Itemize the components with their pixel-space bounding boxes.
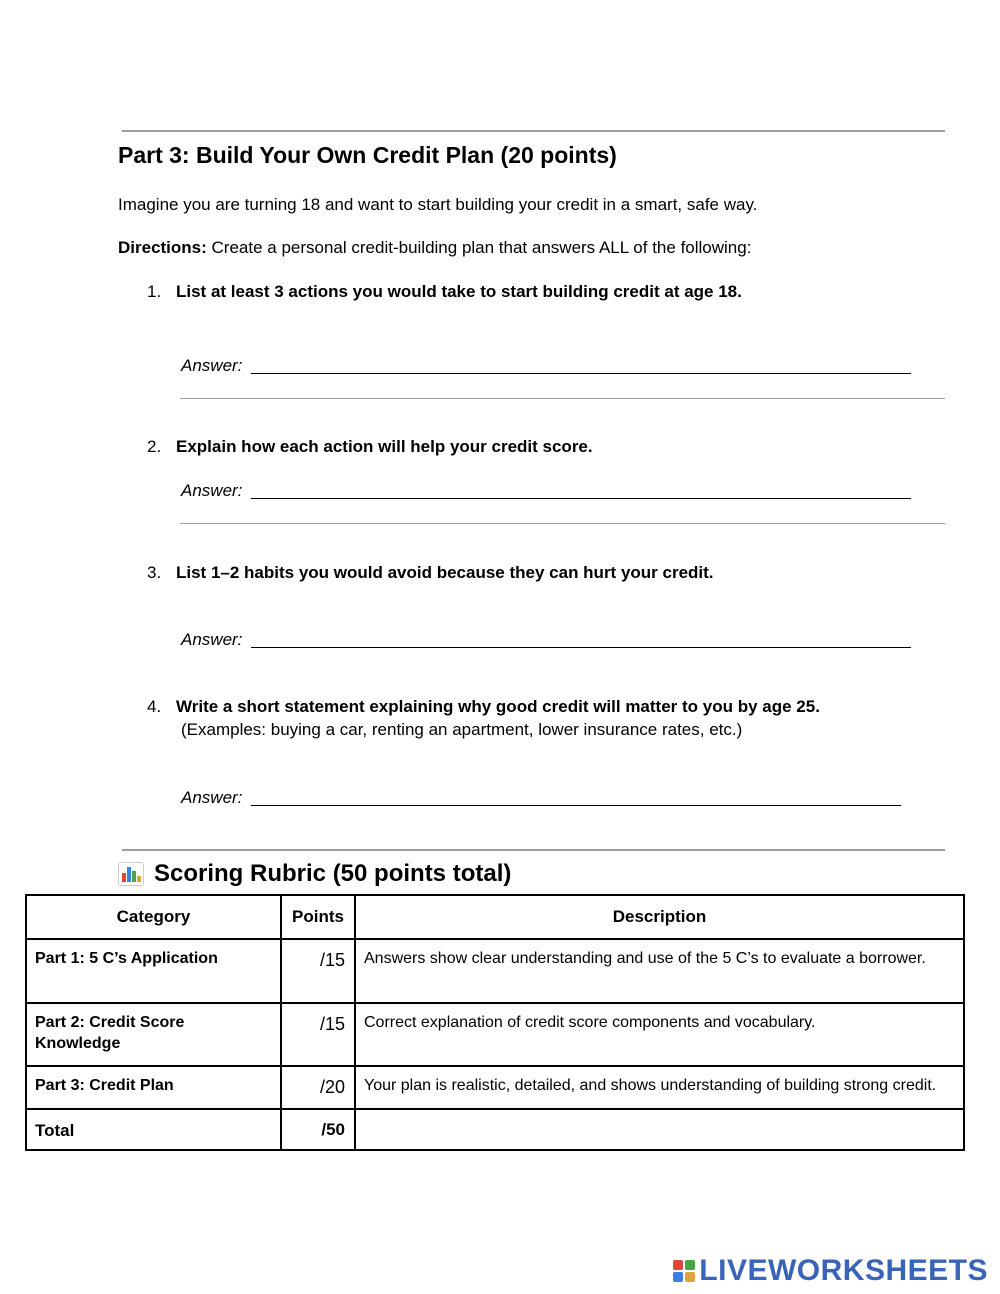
divider-1 xyxy=(180,398,945,399)
question-1-number: 1. xyxy=(147,282,162,301)
header-description: Description xyxy=(355,895,964,939)
header-category: Category xyxy=(26,895,281,939)
question-2-text: Explain how each action will help your credit score. xyxy=(176,437,593,456)
top-divider xyxy=(122,130,945,132)
answer-4-field[interactable] xyxy=(251,805,901,806)
header-points: Points xyxy=(281,895,355,939)
answer-1-field[interactable] xyxy=(251,373,911,374)
question-4-text: Write a short statement explaining why good credit will matter to you by age 25. xyxy=(176,697,820,716)
answer-2-field[interactable] xyxy=(251,498,911,499)
row-category: Total xyxy=(26,1109,281,1150)
row-points: /20 xyxy=(281,1066,355,1109)
part3-title: Part 3: Build Your Own Credit Plan (20 points) xyxy=(118,142,617,168)
table-row xyxy=(26,1003,964,1066)
answer-4-label: Answer: xyxy=(181,788,243,807)
row-description: Correct explanation of credit score components and vocabulary. xyxy=(355,1003,964,1066)
row-points: /50 xyxy=(281,1109,355,1150)
question-3-number: 3. xyxy=(147,563,162,582)
row-description: Your plan is realistic, detailed, and shows understanding of building strong credit. xyxy=(355,1066,964,1109)
rubric-table xyxy=(25,894,965,1151)
directions-text xyxy=(118,238,751,258)
answer-3-field[interactable] xyxy=(251,647,911,648)
row-description: Answers show clear understanding and use of the 5 C’s to evaluate a borrower. xyxy=(355,939,964,1003)
table-row xyxy=(26,939,964,1003)
answer-3-label: Answer: xyxy=(181,630,243,649)
row-category: Part 3: Credit Plan xyxy=(26,1066,281,1109)
rubric-title-text: Scoring Rubric (50 points total) xyxy=(154,860,512,887)
bar-chart-icon xyxy=(118,862,144,886)
row-description xyxy=(355,1109,964,1150)
directions-label: Directions: xyxy=(118,238,207,257)
table-row-total xyxy=(26,1109,964,1150)
directions-body: Create a personal credit-building plan that answers ALL of the following: xyxy=(206,238,752,257)
table-row xyxy=(26,1066,964,1109)
question-4-number: 4. xyxy=(147,697,162,716)
row-points: /15 xyxy=(281,1003,355,1066)
question-2-number: 2. xyxy=(147,437,162,456)
answer-1-label: Answer: xyxy=(181,356,243,375)
logo-text: LIVEWORKSHEETS xyxy=(699,1254,988,1287)
answer-2-label: Answer: xyxy=(181,481,243,500)
rubric-divider xyxy=(122,849,945,851)
liveworksheets-logo[interactable] xyxy=(673,1254,988,1288)
row-category: Part 2: Credit Score Knowledge xyxy=(26,1003,281,1066)
intro-text: Imagine you are turning 18 and want to start building your credit in a smart, safe way. xyxy=(118,195,758,214)
table-header-row xyxy=(26,895,964,939)
question-4-note: (Examples: buying a car, renting an apartment, lower insurance rates, etc.) xyxy=(181,720,743,739)
divider-2 xyxy=(180,523,945,524)
row-points: /15 xyxy=(281,939,355,1003)
question-3-text: List 1–2 habits you would avoid because they can hurt your credit. xyxy=(176,563,714,582)
row-category: Part 1: 5 C’s Application xyxy=(26,939,281,1003)
logo-mark-icon xyxy=(673,1260,695,1282)
rubric-title xyxy=(118,860,511,888)
question-1-text: List at least 3 actions you would take to start building credit at age 18. xyxy=(176,282,742,301)
